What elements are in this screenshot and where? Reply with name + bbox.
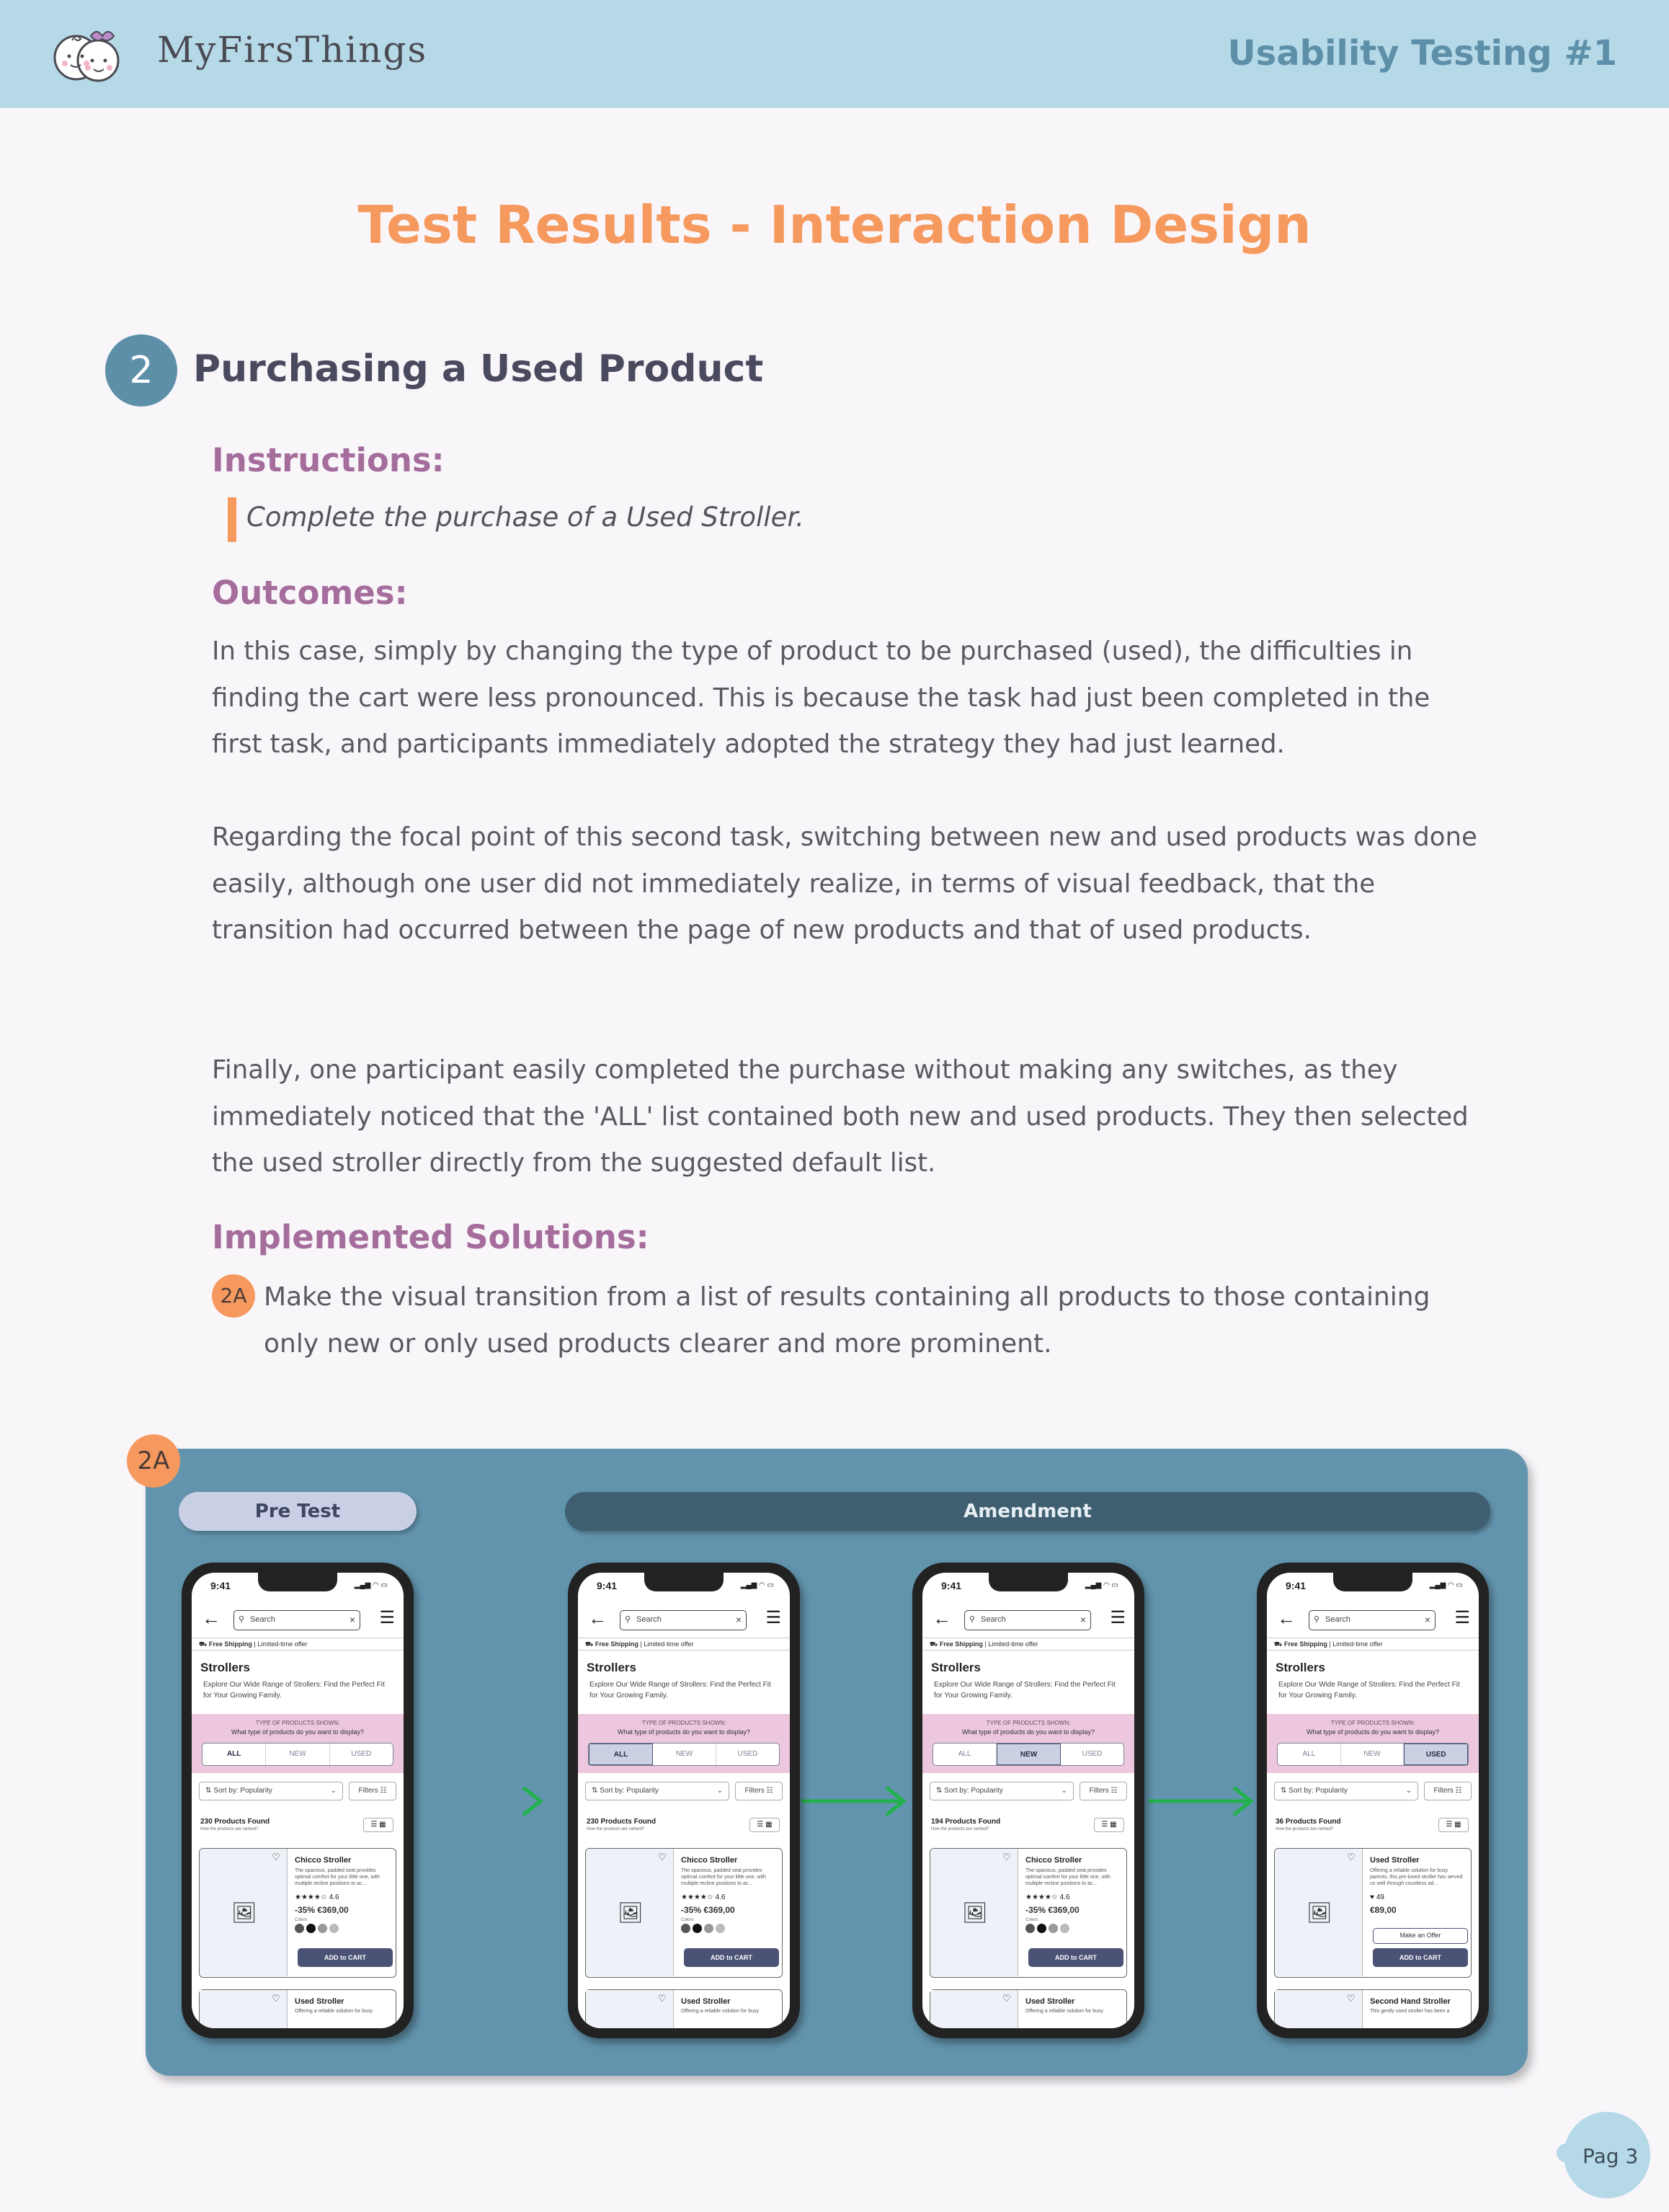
search-input[interactable]: ⚲ Search ×: [620, 1610, 747, 1630]
segment-new[interactable]: NEW: [653, 1744, 716, 1765]
arrow-right-icon: [438, 1785, 546, 1818]
phone-mockup-amend-used: [1257, 1563, 1489, 2038]
sort-dropdown[interactable]: ⇅ Sort by: Popularity ⌄: [930, 1782, 1074, 1800]
close-icon[interactable]: ×: [349, 1614, 355, 1625]
segment-all[interactable]: ALL: [589, 1744, 653, 1765]
product-rating: ★★★★☆ 4.6: [1025, 1893, 1070, 1901]
page-number-bubble-tail: [1557, 2144, 1575, 2162]
phone-mockup-amend-all: [568, 1563, 800, 2038]
menu-icon[interactable]: ☰: [1454, 1608, 1470, 1627]
shipping-banner: ⛟ Free Shipping | Limited-time offer: [1267, 1638, 1479, 1651]
heart-icon: ♡: [272, 1993, 280, 2004]
product-card[interactable]: [1274, 1989, 1472, 2028]
outcomes-paragraph-3: Finally, one participant easily completed the purchase without making any switches, as they immediately noticed that the 'ALL' list contained both new and used products. They then selected the used stroller directly from the suggested default list.: [212, 1055, 1469, 1178]
product-name: Used Stroller: [295, 1997, 344, 2006]
ranking-info-link[interactable]: How the products are ranked?: [931, 1827, 989, 1831]
product-image-placeholder: [930, 1990, 1018, 2028]
phone-screen: [578, 1573, 790, 2028]
search-icon: ⚲: [1314, 1615, 1320, 1624]
view-toggle[interactable]: ☰ ▦: [1094, 1818, 1124, 1832]
status-icons: ▂▄▆ ◠ ▭: [740, 1581, 774, 1589]
segment-used[interactable]: USED: [1082, 1750, 1103, 1758]
heart-icon: ♡: [658, 1993, 667, 2004]
image-icon: 🖼: [962, 1901, 988, 1924]
section-number-badge: 2: [105, 334, 177, 407]
phone-screen: [922, 1573, 1134, 2028]
arrow-right-icon: [801, 1785, 909, 1818]
search-icon: ⚲: [969, 1615, 976, 1624]
image-icon: 🖼: [231, 1901, 257, 1924]
close-icon: ×: [735, 1614, 742, 1625]
category-title: Strollers: [1276, 1661, 1325, 1674]
phone-screen: [192, 1573, 404, 2028]
heart-icon: ♡: [658, 1852, 667, 1862]
product-description: The spacious, padded seat provides optimal comfort for your little one, with multiple recline positions to ac...: [295, 1868, 380, 1886]
product-name: Chicco Stroller: [681, 1856, 738, 1865]
product-card[interactable]: [585, 1848, 783, 1978]
product-name: Second Hand Stroller: [1370, 1997, 1451, 2006]
segment-all[interactable]: ALL: [202, 1744, 266, 1765]
category-title: Strollers: [931, 1661, 981, 1674]
menu-icon[interactable]: ☰: [765, 1608, 781, 1627]
filters-button[interactable]: Filters ☷: [735, 1782, 783, 1800]
heart-icon: ♡: [1002, 1852, 1011, 1862]
solution-badge: 2A: [212, 1274, 255, 1318]
colors-label: Colors: [1025, 1918, 1038, 1922]
view-toggle[interactable]: ☰ ▦: [1438, 1818, 1469, 1832]
results-count: 36 Products Found: [1276, 1818, 1341, 1826]
category-description: Explore Our Wide Range of Strollers: Find the Perfect Fit for Your Growing Family.: [589, 1681, 771, 1700]
product-image-placeholder: [200, 1849, 288, 1976]
product-card[interactable]: [199, 1989, 396, 2028]
category-description: Explore Our Wide Range of Strollers: Find the Perfect Fit for Your Growing Family.: [1278, 1681, 1460, 1700]
status-time: 9:41: [597, 1580, 618, 1591]
segment-new[interactable]: NEW: [266, 1744, 329, 1765]
segment-all[interactable]: ALL: [933, 1744, 997, 1765]
product-image-placeholder: [930, 1849, 1018, 1976]
product-image-placeholder: [586, 1990, 674, 2028]
back-arrow-icon[interactable]: ←: [933, 1607, 951, 1629]
segment-used[interactable]: USED: [1404, 1744, 1468, 1765]
product-name: Used Stroller: [1370, 1856, 1420, 1865]
segment-all[interactable]: ALL: [1278, 1744, 1341, 1765]
filters-button[interactable]: Filters ☷: [1424, 1782, 1472, 1800]
type-segmented-control: [933, 1743, 1124, 1766]
results-count: 230 Products Found: [200, 1818, 270, 1826]
product-type-selector: TYPE OF PRODUCTS SHOWN: What type of products do you want to display? ALL NEW USED: [1267, 1714, 1479, 1773]
view-toggle[interactable]: ☰ ▦: [363, 1818, 393, 1832]
product-description: The spacious, padded seat provides optimal comfort for your little one, with multiple recline positions to ac...: [1025, 1868, 1111, 1886]
shipping-banner: ⛟ Free Shipping | Limited-time offer: [922, 1638, 1134, 1651]
figure-badge: 2A: [127, 1434, 180, 1488]
search-input[interactable]: ⚲ Search ×: [233, 1610, 360, 1630]
product-price: -35% €369,00: [1025, 1905, 1080, 1915]
product-price: €89,00: [1370, 1905, 1397, 1915]
product-type-selector: TYPE OF PRODUCTS SHOWN: What type of products do you want to display? ALL NEW USED: [922, 1714, 1134, 1773]
sort-dropdown[interactable]: ⇅ Sort by: Popularity ⌄: [1274, 1782, 1418, 1800]
search-icon: ⚲: [239, 1615, 245, 1624]
category-description: Explore Our Wide Range of Strollers: Find the Perfect Fit for Your Growing Family.: [203, 1681, 385, 1700]
status-icons: ▂▄▆ ◠ ▭: [1429, 1581, 1463, 1589]
category-title: Strollers: [200, 1661, 250, 1674]
menu-icon[interactable]: ☰: [379, 1608, 395, 1627]
product-name: Used Stroller: [681, 1997, 731, 2006]
search-input[interactable]: ⚲ Search ×: [964, 1610, 1091, 1630]
product-card[interactable]: [585, 1989, 783, 2028]
header-title: Usability Testing #1: [1227, 33, 1617, 74]
image-icon: 🖼: [1307, 1901, 1332, 1924]
filters-button[interactable]: Filters ☷: [1080, 1782, 1127, 1800]
product-image-placeholder: [1275, 1849, 1363, 1976]
phone-screen: [1267, 1573, 1479, 2028]
section-title: Purchasing a Used Product: [193, 347, 764, 391]
menu-icon[interactable]: ☰: [1110, 1608, 1126, 1627]
product-image-placeholder: [1275, 1990, 1363, 2028]
status-time: 9:41: [210, 1580, 231, 1591]
type-segmented-control: [1277, 1743, 1469, 1766]
status-time: 9:41: [941, 1580, 962, 1591]
heart-icon: ♡: [1002, 1993, 1011, 2004]
segment-used[interactable]: USED: [737, 1750, 758, 1758]
solution-text: Make the visual transition from a list of results containing all products to those containing only new or only used products clearer and more prominent.: [264, 1282, 1430, 1359]
search-icon: ⚲: [625, 1615, 631, 1624]
image-icon: 🖼: [618, 1901, 644, 1924]
sort-dropdown[interactable]: ⇅ Sort by: Popularity ⌄: [199, 1782, 343, 1800]
product-image-placeholder: [586, 1849, 674, 1976]
segment-new[interactable]: NEW: [1341, 1744, 1405, 1765]
chevron-down-icon: ⌄: [330, 1787, 337, 1795]
solutions-heading: Implemented Solutions:: [212, 1218, 649, 1256]
instructions-heading: Instructions:: [212, 441, 445, 479]
product-price: -35% €369,00: [295, 1905, 349, 1915]
results-count: 230 Products Found: [587, 1818, 657, 1826]
product-description: This gently used stroller has been a: [1370, 2009, 1450, 2014]
phone-notch: [258, 1573, 337, 1591]
product-description: The spacious, padded seat provides optimal comfort for your little one, with multiple recline positions to ac...: [681, 1868, 766, 1886]
product-likes: ♥ 49: [1370, 1893, 1384, 1901]
phone-mockup-amend-new: [912, 1563, 1144, 2038]
ranking-info-link[interactable]: How the products are ranked?: [1276, 1827, 1334, 1831]
segment-used[interactable]: USED: [351, 1750, 372, 1758]
shipping-banner: ⛟ Free Shipping | Limited-time offer: [578, 1638, 790, 1651]
product-description: Offering a reliable solution for busy parents, this pre-loved stroller has served us well through countless ad...: [1370, 1868, 1463, 1886]
product-card[interactable]: [199, 1848, 396, 1978]
search-input[interactable]: ⚲ Search ×: [1309, 1610, 1436, 1630]
add-to-cart-button[interactable]: ADD to CART: [684, 1948, 779, 1967]
add-to-cart-button[interactable]: ADD to CART: [1028, 1948, 1123, 1967]
product-price: -35% €369,00: [681, 1905, 735, 1915]
product-card[interactable]: [930, 1848, 1127, 1978]
instructions-text: Complete the purchase of a Used Stroller.: [246, 502, 804, 533]
add-to-cart-button[interactable]: ADD to CART: [1373, 1948, 1468, 1967]
category-description: Explore Our Wide Range of Strollers: Find the Perfect Fit for Your Growing Family.: [934, 1681, 1116, 1700]
product-image-placeholder: [200, 1990, 288, 2028]
filters-button[interactable]: Filters ☷: [349, 1782, 396, 1800]
product-description: Offering a reliable solution for busy: [681, 2009, 760, 2014]
product-description: Offering a reliable solution for busy: [1025, 2009, 1104, 2014]
results-count: 194 Products Found: [931, 1818, 1001, 1826]
outcomes-heading: Outcomes:: [212, 574, 408, 612]
page-number: Pag 3: [1583, 2144, 1639, 2168]
color-swatches[interactable]: [1025, 1924, 1069, 1933]
make-offer-button[interactable]: Make an Offer: [1373, 1928, 1468, 1944]
category-title: Strollers: [587, 1661, 636, 1674]
pre-test-label: Pre Test: [179, 1492, 417, 1531]
product-rating: ★★★★☆ 4.6: [681, 1893, 726, 1901]
status-icons: ▂▄▆ ◠ ▭: [1085, 1581, 1118, 1589]
product-card[interactable]: [1274, 1848, 1472, 1978]
product-name: Chicco Stroller: [295, 1856, 352, 1865]
product-type-selector: TYPE OF PRODUCTS SHOWN: What type of products do you want to display? ALL NEW USED: [578, 1714, 790, 1773]
colors-label: Colors: [681, 1918, 694, 1922]
instructions-accent-bar: [228, 497, 236, 542]
chevron-down-icon: ⌄: [1061, 1787, 1067, 1795]
product-name: Chicco Stroller: [1025, 1856, 1082, 1865]
segment-new[interactable]: NEW: [997, 1744, 1061, 1765]
phone-mockup-pre-test: [182, 1563, 414, 2038]
heart-icon: ♡: [1347, 1993, 1356, 2004]
ranking-info-link[interactable]: How the products are ranked?: [587, 1827, 645, 1831]
type-segmented-control: [588, 1743, 780, 1766]
heart-icon[interactable]: ♡: [272, 1852, 280, 1862]
header-bar: [0, 0, 1669, 108]
back-arrow-icon[interactable]: ←: [202, 1607, 221, 1629]
add-to-cart-button[interactable]: ADD to CART: [298, 1948, 393, 1967]
outcomes-paragraph-2: Regarding the focal point of this second task, switching between new and used products was done easily, although one user did not immediately realize, in terms of visual feedback, that the transition had occurred between the page of new products and that of used products.: [212, 822, 1477, 945]
chevron-down-icon: ⌄: [716, 1787, 723, 1795]
product-type-selector: TYPE OF PRODUCTS SHOWN: What type of products do you want to display? ALL NEW USED: [192, 1714, 404, 1773]
back-arrow-icon[interactable]: ←: [588, 1607, 607, 1629]
product-name: Used Stroller: [1025, 1997, 1075, 2006]
brand-name: MyFirsThings: [157, 29, 428, 71]
sort-dropdown[interactable]: ⇅ Sort by: Popularity ⌄: [585, 1782, 729, 1800]
view-toggle[interactable]: ☰ ▦: [749, 1818, 780, 1832]
amendment-label: Amendment: [565, 1492, 1490, 1531]
close-icon: ×: [1424, 1614, 1430, 1625]
back-arrow-icon[interactable]: ←: [1277, 1607, 1296, 1629]
baby-faces-logo-icon: [50, 19, 123, 88]
color-swatches[interactable]: [681, 1924, 725, 1933]
colors-label: Colors: [295, 1918, 308, 1922]
ranking-info-link[interactable]: How the products are ranked?: [200, 1827, 259, 1831]
product-card[interactable]: [930, 1989, 1127, 2028]
product-description: Offering a reliable solution for busy: [295, 2009, 373, 2014]
arrow-right-icon: [1149, 1785, 1257, 1818]
page-title: Test Results - Interaction Design: [357, 195, 1312, 255]
color-swatches[interactable]: [295, 1924, 339, 1933]
status-icons: ▂▄▆ ◠ ▭: [354, 1581, 388, 1589]
heart-icon: ♡: [1347, 1852, 1356, 1862]
outcomes-paragraph-1: In this case, simply by changing the type of product to be purchased (used), the difficulties in finding the cart were less pronounced. This is because the task had just been completed in the first task, and participants immediately adopted the strategy they had just learned.: [212, 636, 1430, 759]
shipping-banner: ⛟ Free Shipping | Limited-time offer: [192, 1638, 404, 1651]
type-segmented-control: [202, 1743, 393, 1766]
status-time: 9:41: [1286, 1580, 1307, 1591]
product-rating: ★★★★☆ 4.6: [295, 1893, 339, 1901]
close-icon: ×: [1080, 1614, 1086, 1625]
chevron-down-icon: ⌄: [1405, 1787, 1412, 1795]
